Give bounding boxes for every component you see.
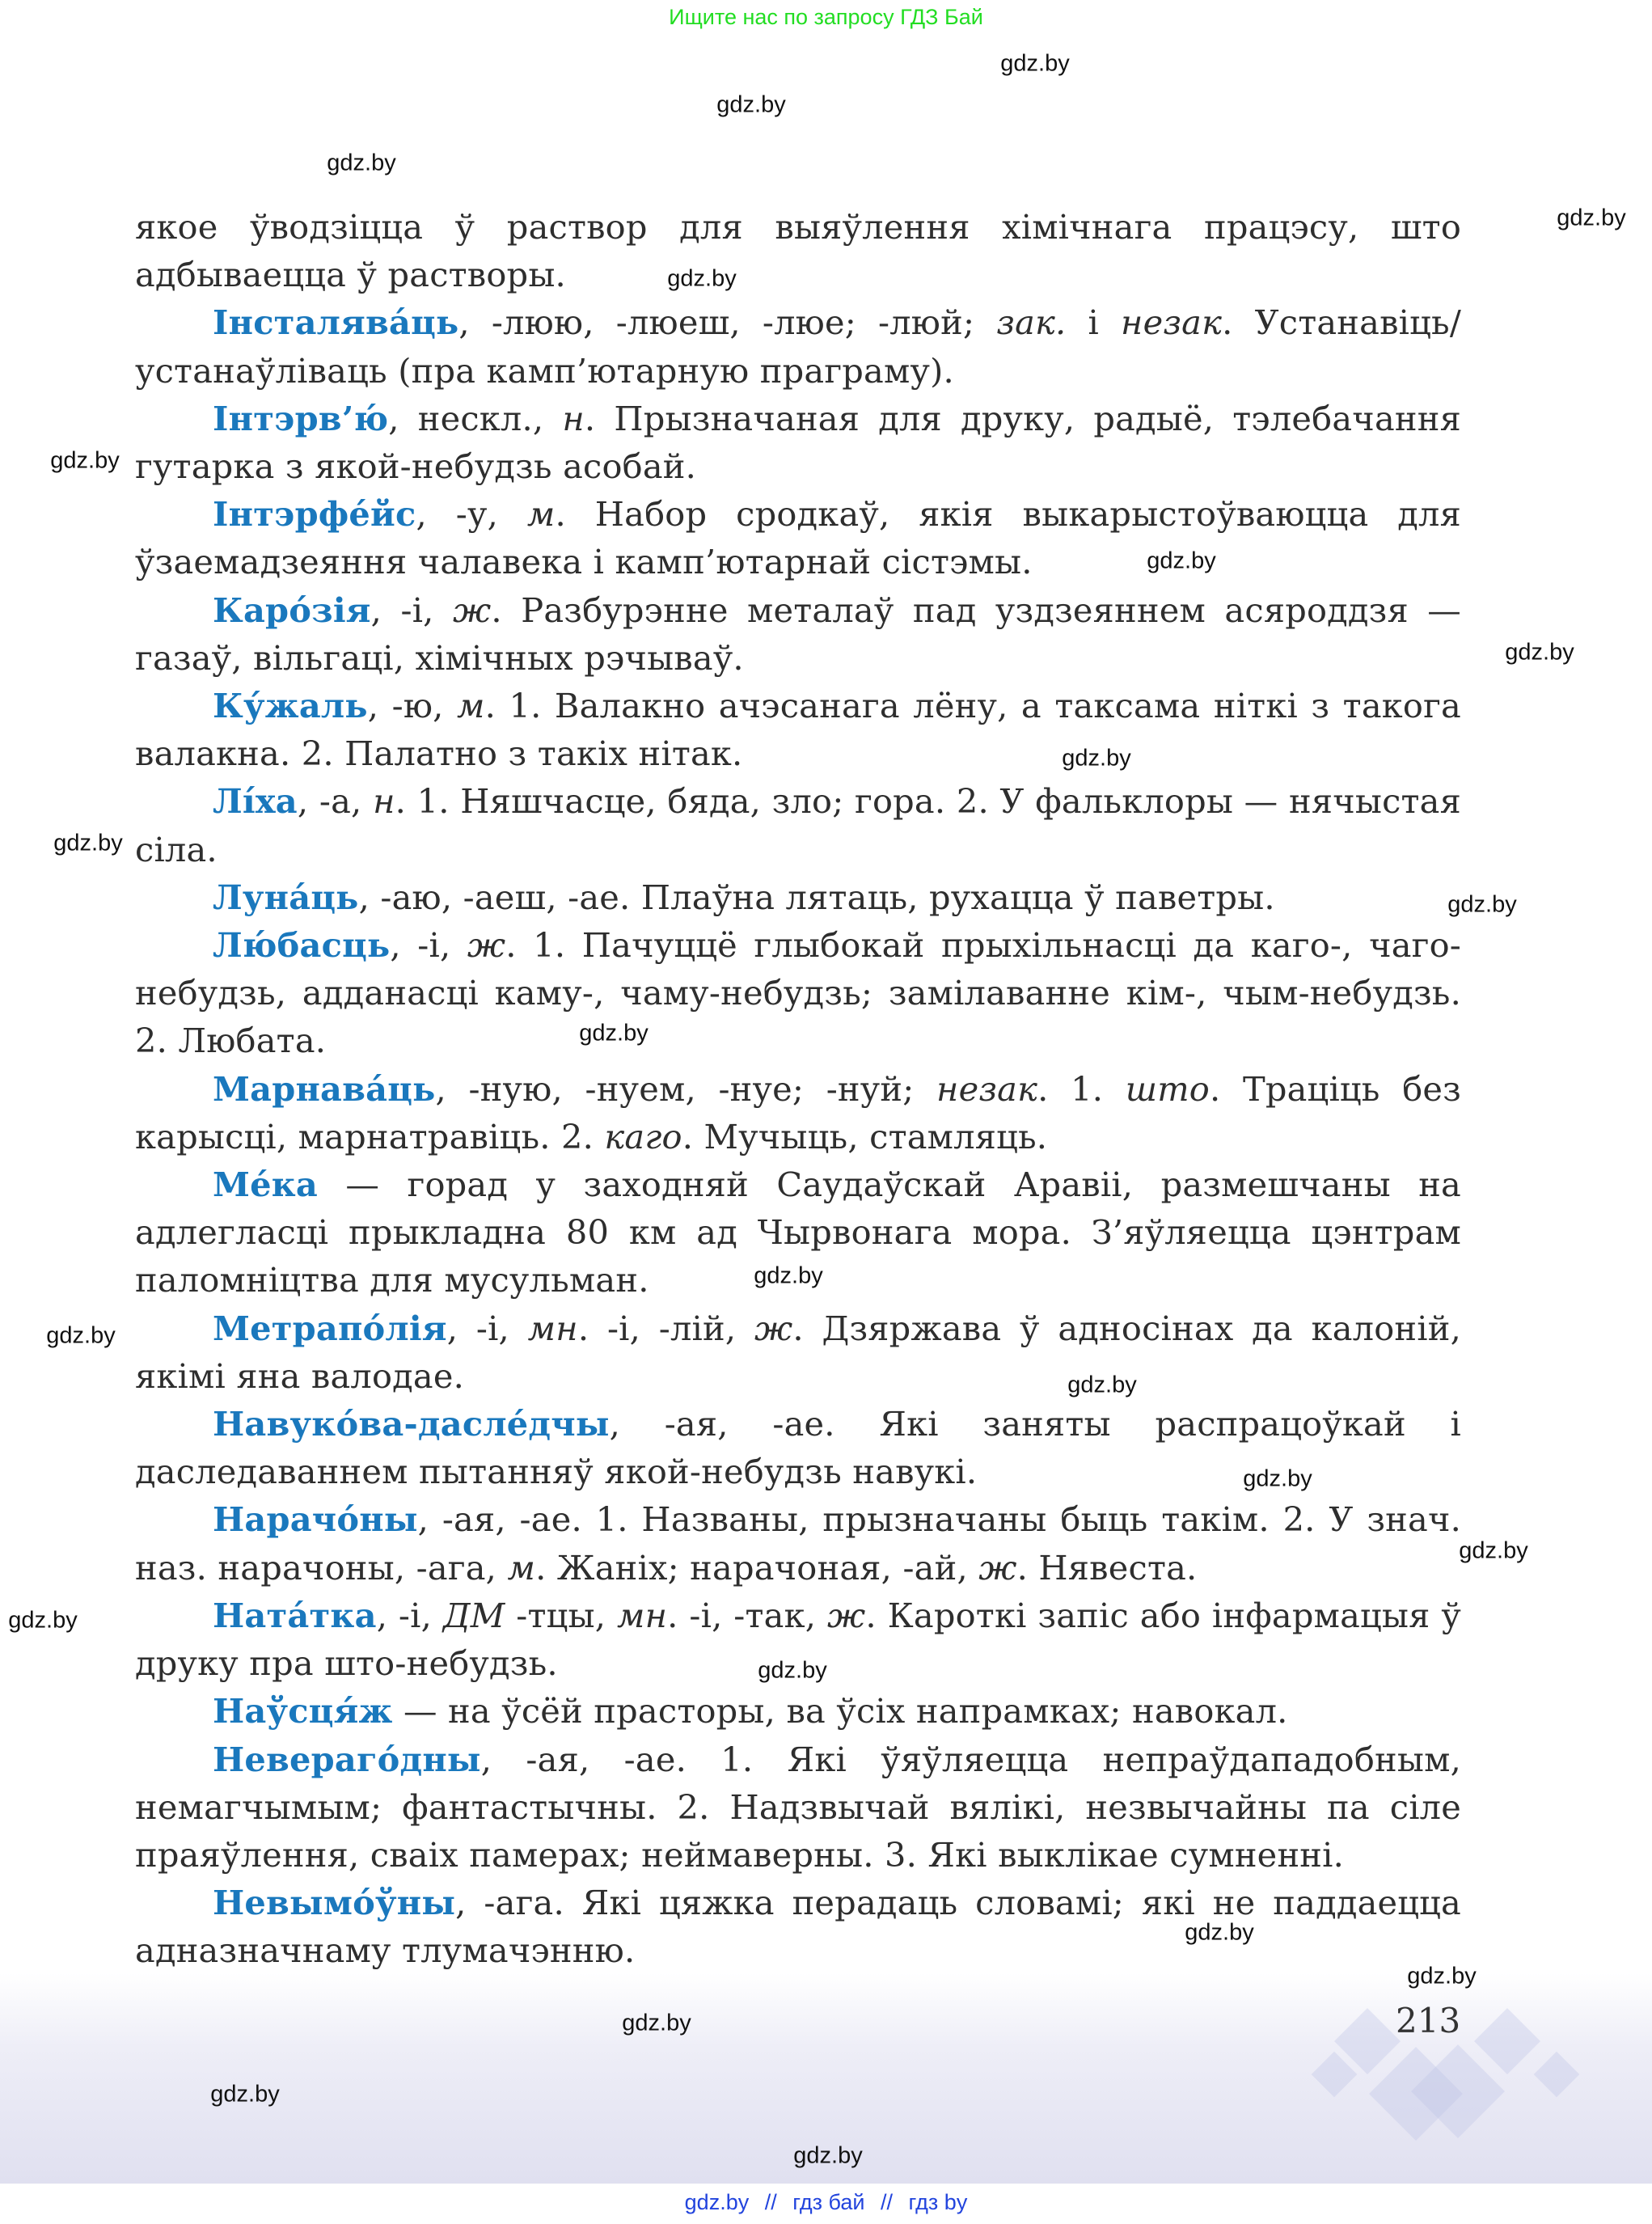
- page-number: 213: [1396, 2001, 1461, 2040]
- watermark-text: gdz.by: [1447, 891, 1517, 918]
- watermark-text: gdz.by: [1062, 745, 1131, 772]
- dictionary-entry: [135, 1879, 1461, 1974]
- footer-link-gdz-by[interactable]: gdz.by: [684, 2190, 750, 2214]
- watermark-text: gdz.by: [210, 2081, 280, 2108]
- entry-headword: Марнава́ць: [213, 1068, 436, 1109]
- grammar-abbreviation: каго: [604, 1116, 682, 1156]
- entry-definition-text: . Траціць без карысці, марнатравіць. 2.: [135, 1068, 1461, 1156]
- grammar-abbreviation: што: [1125, 1068, 1210, 1109]
- dictionary-entry: [135, 1495, 1461, 1591]
- watermark-text: gdz.by: [793, 2142, 863, 2169]
- watermark-text: gdz.by: [622, 2010, 691, 2036]
- entry-headword: Луна́ць: [213, 877, 359, 917]
- watermark-text: gdz.by: [8, 1607, 78, 1634]
- entry-definition-text: , -у,: [416, 494, 527, 535]
- entry-definition-text: . Нявеста.: [1016, 1547, 1198, 1588]
- dictionary-entry: [135, 1304, 1461, 1400]
- entry-definition-text: . 1.: [1037, 1068, 1126, 1109]
- watermark-text: gdz.by: [53, 830, 123, 856]
- dictionary-entry: [135, 395, 1461, 490]
- grammar-abbreviation: мн: [527, 1308, 578, 1348]
- grammar-abbreviation: ж: [978, 1547, 1017, 1588]
- footer-links: [0, 2190, 1652, 2215]
- grammar-abbreviation: ж: [453, 590, 492, 630]
- entry-headword: Інтэрфе́йс: [213, 494, 416, 535]
- entry-definition-text: , -і,: [390, 925, 467, 966]
- entry-definition-text: , -і,: [446, 1308, 528, 1348]
- entry-definition-text: . Прызначаная для друку, радыё, тэлебачання гутарка з якой-небудзь асобай.: [135, 398, 1461, 487]
- entry-headword: Лі́ха: [213, 781, 298, 822]
- entry-headword: Нарачо́ны: [213, 1499, 418, 1540]
- entry-headword: Ме́ка: [213, 1165, 319, 1205]
- grammar-abbreviation: ж: [826, 1595, 866, 1635]
- entry-headword: Каро́зія: [213, 590, 371, 630]
- grammar-abbreviation: н: [373, 781, 395, 822]
- entry-headword: Невымо́ўны: [213, 1883, 456, 1923]
- dictionary-entry: [135, 921, 1461, 1065]
- entry-headword: Ната́тка: [213, 1595, 377, 1635]
- entry-headword: Інтэрв’ю́: [213, 398, 389, 438]
- watermark-text: gdz.by: [1067, 1372, 1137, 1398]
- entry-definition-text: , -ая, -ае. 1. Які ўяўляецца непраўдападобным, немагчымым; фантастычны. 2. Надзвычай вялікі, незвычайны па сіле праяўлення, сваіх памерах; неймаверны. 3. Які выклікае сумненні.: [135, 1739, 1461, 1875]
- grammar-abbreviation: незак: [1121, 302, 1223, 343]
- footer-link-gdz-bai[interactable]: гдз бай: [792, 2190, 865, 2214]
- dictionary-entry: [135, 873, 1461, 921]
- watermark-text: gdz.by: [579, 1020, 649, 1046]
- entry-definition-text: . Жаніх; нарачоная, -ай,: [535, 1547, 979, 1588]
- entry-definition-text: , -а,: [297, 781, 374, 822]
- entry-definition-text: . -і, -лій,: [577, 1308, 755, 1348]
- dictionary-entry: [135, 203, 1461, 298]
- grammar-abbreviation: ж: [467, 925, 506, 966]
- entry-definition-text: , -і,: [370, 590, 453, 630]
- entry-definition-text: — на ўсёй прасторы, ва ўсіх напрамках; навокал.: [392, 1691, 1288, 1731]
- dictionary-entry: [135, 1065, 1461, 1161]
- entry-headword: Метрапо́лія: [213, 1308, 447, 1348]
- search-banner: Ищите нас по запросу ГДЗ Бай: [669, 5, 983, 29]
- dictionary-entry: [135, 682, 1461, 777]
- entry-definition-text: , -ную, -нуем, -нуе; -нуй;: [435, 1068, 937, 1109]
- watermark-text: gdz.by: [1000, 50, 1070, 77]
- watermark-text: gdz.by: [1185, 1919, 1254, 1946]
- entry-definition-text: . 1. Пачуццё глыбокай прыхільнасці да каго-, чаго-небудзь, адданасці каму-, чаму-небудзь; замілаванне кім-, чым-небудзь. 2. Любата.: [135, 925, 1461, 1061]
- watermark-text: gdz.by: [758, 1657, 827, 1684]
- entry-definition-text: . Мучыць, стамляць.: [682, 1116, 1048, 1156]
- watermark-text: gdz.by: [46, 1322, 116, 1349]
- dictionary-content: [135, 203, 1461, 1975]
- entry-definition-text: , -люю, -люеш, -люе; -люй;: [458, 302, 997, 343]
- footer-separator: //: [764, 2190, 777, 2214]
- grammar-abbreviation: н: [562, 398, 585, 438]
- watermark-text: gdz.by: [1557, 205, 1626, 231]
- watermark-text: gdz.by: [1505, 639, 1574, 666]
- entry-definition-text: , нескл.,: [388, 398, 563, 438]
- dictionary-entry: [135, 777, 1461, 873]
- dictionary-entry: [135, 1687, 1461, 1735]
- watermark-text: gdz.by: [754, 1262, 823, 1289]
- watermark-text: gdz.by: [327, 150, 396, 176]
- entry-definition-text: , -ю,: [367, 686, 458, 726]
- watermark-text: gdz.by: [667, 265, 737, 292]
- dictionary-entry: [135, 490, 1461, 586]
- dictionary-entry: [135, 1736, 1461, 1879]
- footer-separator: //: [881, 2190, 894, 2214]
- grammar-abbreviation: зак.: [996, 302, 1067, 343]
- entry-headword: Наўсця́ж: [213, 1691, 393, 1731]
- entry-definition-text: — горад у заходняй Саудаўскай Аравіі, размешчаны на адлегласці прыкладна 80 км ад Чырвонага мора. З’яўляецца цэнтрам паломніцтва для мусульман.: [135, 1165, 1461, 1300]
- entry-definition-text: . Устанавіць/ устанаўліваць (пра камп’ютарную праграму).: [135, 302, 1461, 391]
- entry-definition-text: , -ага. Які цяжка перадаць словамі; які не паддаецца адназначнаму тлумачэнню.: [135, 1883, 1461, 1971]
- watermark-text: gdz.by: [1243, 1465, 1312, 1492]
- dictionary-entry: [135, 298, 1461, 394]
- grammar-abbreviation: ДМ: [442, 1595, 505, 1635]
- entry-definition-text: . Кароткі запіс або інфармацыя ў друку пра што-небудзь.: [135, 1595, 1461, 1684]
- watermark-text: gdz.by: [1407, 1963, 1477, 1989]
- watermark-text: gdz.by: [1147, 548, 1216, 574]
- entry-definition-text: , -ая, -ае. Які заняты распрацоўкай і даследаваннем пытанняў якой-небудзь навукі.: [135, 1404, 1461, 1492]
- footer-link-gdz-by-cyr[interactable]: гдз by: [908, 2190, 968, 2214]
- grammar-abbreviation: м: [526, 494, 556, 535]
- entry-definition-text: . 1. Валакно ачэсанага лёну, а таксама ніткі з такога валакна. 2. Палатно з такіх нітак.: [135, 686, 1461, 774]
- entry-headword: Інсталява́ць: [213, 302, 459, 343]
- grammar-abbreviation: мн: [617, 1595, 668, 1635]
- entry-definition-text: , -і,: [376, 1595, 443, 1635]
- entry-definition-text: . Дзяржава ў адносінах да калоній, якімі яна валодае.: [135, 1308, 1461, 1396]
- entry-definition-text: . Набор сродкаў, якія выкарыстоўваюцца для ўзаемадзеяння чалавека і камп’ютарнай сістэмы.: [135, 494, 1461, 582]
- grammar-abbreviation: ж: [754, 1308, 793, 1348]
- entry-headword: Ку́жаль: [213, 686, 368, 726]
- watermark-text: gdz.by: [50, 447, 120, 474]
- entry-headword: Невераго́дны: [213, 1739, 481, 1779]
- entry-definition-text: . 1. Няшчасце, бяда, зло; гора. 2. У фальклоры — нячыстая сіла.: [135, 781, 1462, 869]
- entry-definition-text: , -аю, -аеш, -ае. Плаўна лятаць, рухацца ў паветры.: [358, 877, 1275, 917]
- watermark-text: gdz.by: [1459, 1537, 1528, 1564]
- entry-definition-text: . -і, -так,: [667, 1595, 827, 1635]
- grammar-abbreviation: м: [457, 686, 485, 726]
- entry-definition-text: . Разбурэнне металаў пад уздзеяннем асяроддзя — газаў, вільгаці, хімічных рэчываў.: [135, 590, 1461, 678]
- entry-definition-text: , -ая, -ае. 1. Названы, прызначаны быць такім. 2. У знач. наз. нарачоны, -ага,: [135, 1499, 1461, 1588]
- entry-definition-text: якое ўводзіцца ў раствор для выяўлення хімічнага працэсу, што адбываецца ў растворы.: [135, 207, 1461, 295]
- entry-definition-text: -тцы,: [505, 1595, 618, 1635]
- entry-headword: Навуко́ва-дасле́дчы: [213, 1404, 610, 1444]
- watermark-text: gdz.by: [716, 91, 786, 118]
- grammar-abbreviation: м: [507, 1547, 536, 1588]
- grammar-abbreviation: незак: [936, 1068, 1038, 1109]
- entry-definition-text: і: [1066, 302, 1122, 343]
- entry-headword: Лю́басць: [213, 925, 391, 966]
- dictionary-entry: [135, 586, 1461, 682]
